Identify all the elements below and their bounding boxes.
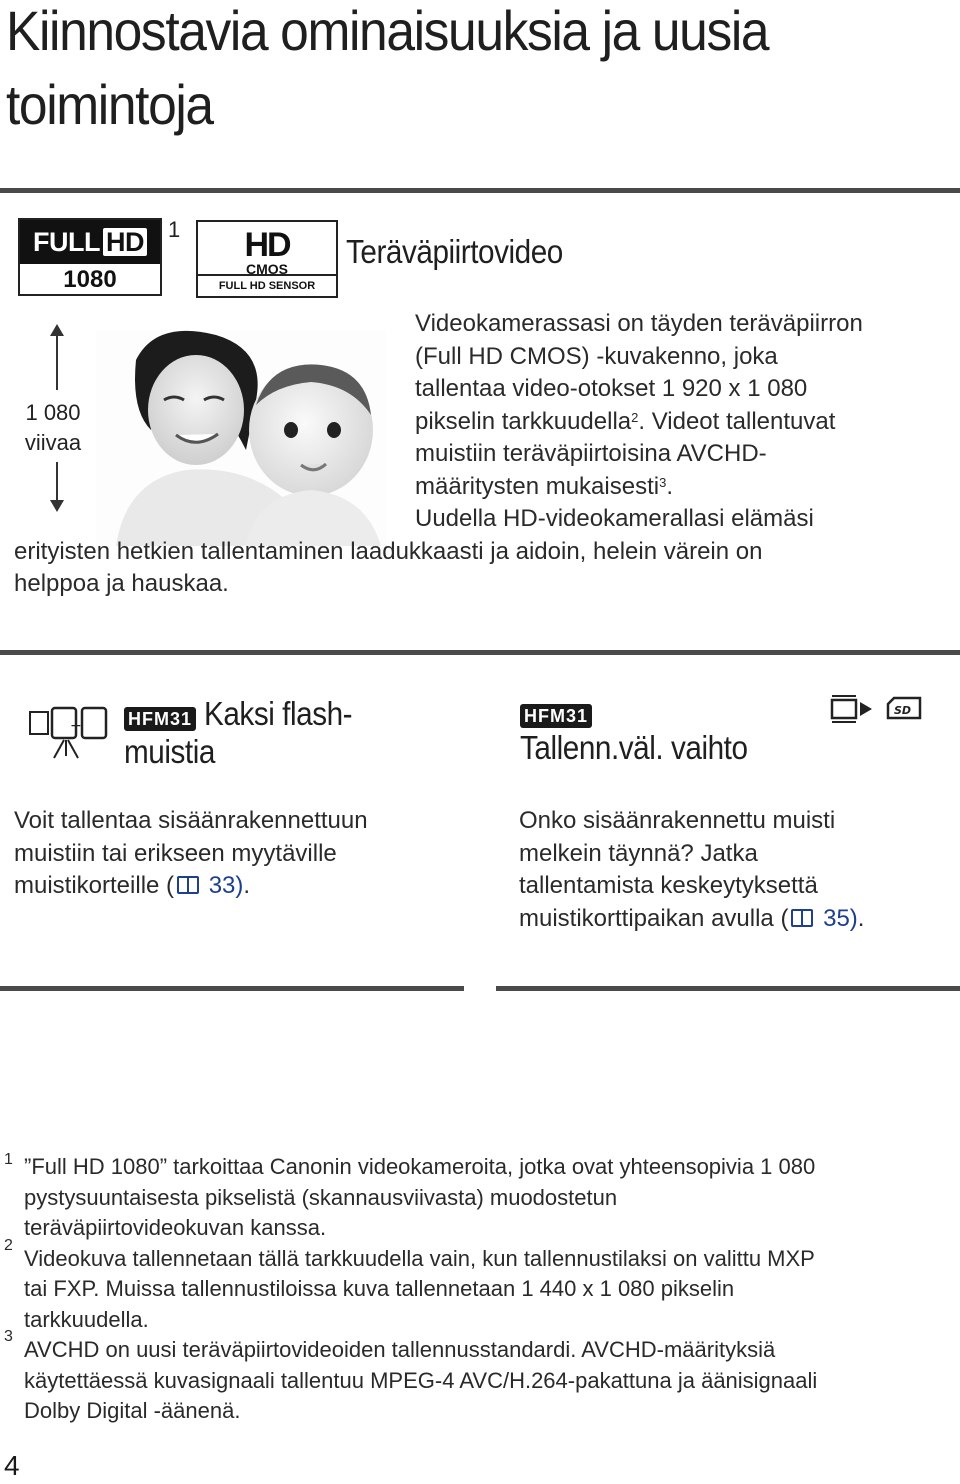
lines-arrow-shaft [56,334,58,390]
memory-to-card-icon [830,694,926,729]
feature-right-header: HFM31 Tallenn.väl. vaihto [520,706,748,766]
hd-video-paragraph: Videokamerassasi on täyden teräväpiirron (Full HD CMOS) -kuvakenno, joka tallentaa video-otokset 1 920 x 1 080 pikselin tarkkuudella$^2$. Videot tallentuvat muistiin teräväpiirtoisina AVCHD- määritysten mukaisesti$^3$. [415,310,863,500]
page-number: 4 [4,1450,20,1481]
dual-memory-icon [24,700,108,769]
svg-text:SD: SD [894,704,912,717]
full-hd-1080-logo: FULL HD 1080 [18,218,162,296]
feature-left-header: HFM31 Kaksi flash- muistia [124,695,353,770]
hfm31-badge: HFM31 [520,704,592,728]
footnotes [4,1152,954,1427]
hd-cmos-logo: HD CMOS FULL HD SENSOR [196,220,338,298]
book-icon [177,876,199,894]
hfm31-badge: HFM31 [124,707,196,731]
section-heading-hd-video: Teräväpiirtovideo [346,233,563,270]
book-icon [791,909,813,927]
footnote-3: 3 AVCHD on uusi teräväpiirtovideoiden tallennusstandardi. AVCHD-määrityksiä käytettäessä kuvasignaali tallentuu MPEG-4 AVC/H.264-pakattuna ja äänisignaali Dolby Digital -äänenä. [4,1328,818,1423]
page-title: Kiinnostavia ominaisuuksia ja uusia toimintoja [6,0,769,136]
page-ref-35[interactable]: 35) [816,904,858,932]
page-ref-33[interactable]: 33) [202,872,244,899]
middle-divider [0,650,960,655]
footnote-2: 2 Videokuva tallennetaan tällä tarkkuudella vain, kun tallennustilaksi on valittu MXP tai FXP. Muissa tallennustiloissa kuva tallennetaan 1 440 x 1 080 pikselin tarkkuudella. [4,1236,815,1332]
lines-label: 1 080 viivaa [24,400,82,455]
feature-left-text: Voit tallentaa sisäänrakennettuun muistiin tai erikseen myytäville muistikorteille ( 33). [14,807,368,899]
feature-right-text: Onko sisäänrakennettu muisti melkein täynnä? Jatka tallentamista keskeytyksettä muistikorttipaikan avulla ( 35). [519,807,865,932]
bottom-divider-left [0,986,464,991]
svg-text:+: + [70,718,82,734]
logo-footnote-marker: 1 [168,217,181,242]
footnote-1: 1 ”Full HD 1080” tarkoittaa Canonin videokameroita, jotka ovat yhteensopivia 1 080 pystysuuntaisesta pikselistä (skannausviivasta) muodostetun teräväpiirtovideokuvan kanssa. [4,1151,816,1240]
hd-video-paragraph-2: Uudella HD-videokamerallasi elämäsi erityisten hetkien tallentaminen laadukkaasti ja aidoin, helein värein on helppoa ja hauskaa. [14,505,814,597]
top-divider [0,188,960,193]
bottom-divider-right [496,986,960,991]
